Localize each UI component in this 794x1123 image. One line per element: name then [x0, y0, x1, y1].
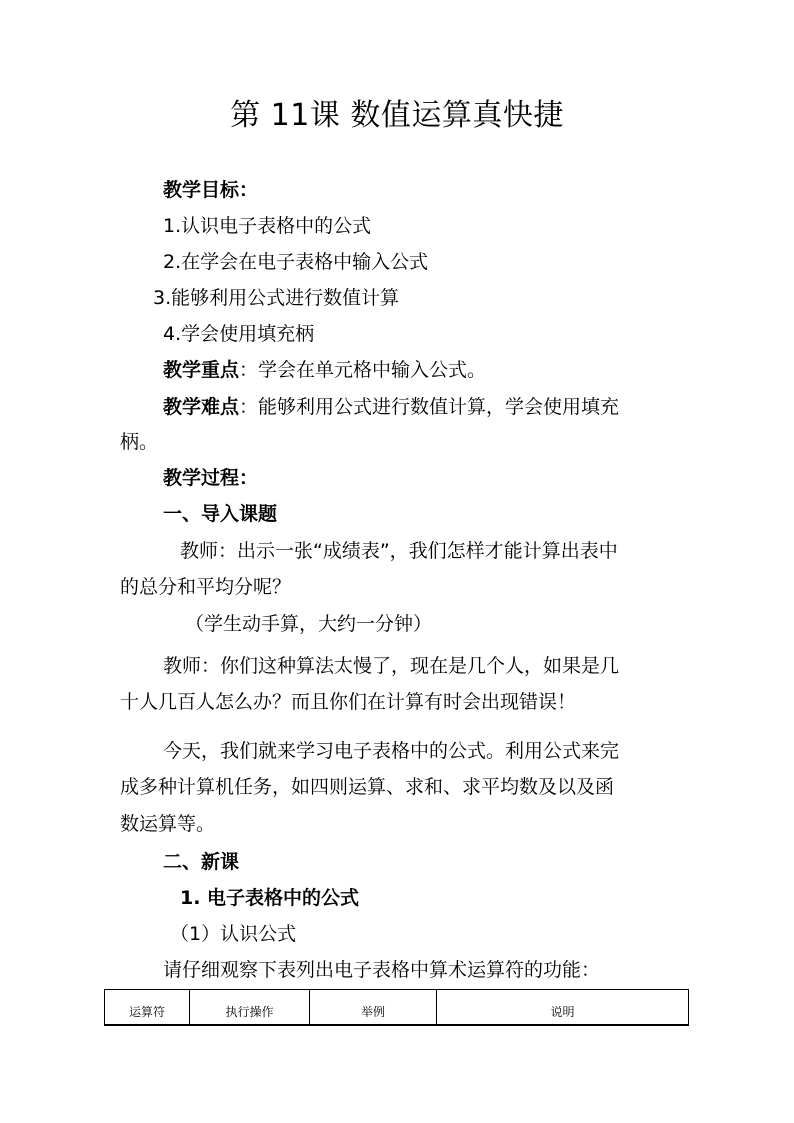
- paragraph: 教师：出示一张“成绩表”，我们怎样才能计算出表中: [180, 540, 618, 562]
- objective-item: 4.学会使用填充柄: [163, 323, 315, 345]
- subsection1-heading: 1. 电子表格中的公式: [180, 887, 360, 909]
- key-point-text: ：学会在单元格中输入公式。: [239, 359, 487, 381]
- objective-item: 3.能够利用公式进行数值计算: [153, 287, 400, 309]
- section2-heading: 二、新课: [163, 851, 240, 873]
- paragraph: 数运算等。: [120, 813, 216, 835]
- paragraph: 十人几百人怎么办？而且你们在计算有时会出现错误！: [120, 691, 577, 713]
- subsection-item: （1）认识公式: [170, 923, 297, 945]
- difficulty-label: 教学难点: [163, 396, 240, 418]
- table-header-cell: 运算符: [105, 990, 190, 1024]
- paragraph: 的总分和平均分呢？: [120, 576, 292, 598]
- difficulty-text: ：能够利用公式进行数值计算，学会使用填充: [239, 396, 620, 418]
- paragraph: 今天，我们就来学习电子表格中的公式。利用公式来完: [163, 740, 620, 762]
- section1-heading: 一、导入课题: [163, 503, 278, 525]
- table-header-cell: 举例: [310, 990, 437, 1024]
- table-header-cell: 说明: [550, 1005, 575, 1019]
- paragraph: 教师：你们这种算法太慢了，现在是几个人，如果是几: [163, 655, 620, 677]
- table-header-cell: 执行操作: [190, 990, 310, 1024]
- table-intro: 请仔细观察下表列出电子表格中算术运算符的功能：: [163, 959, 601, 981]
- paragraph: （学生动手算，大约一分钟）: [185, 613, 433, 635]
- process-heading: 教学过程：: [163, 467, 259, 489]
- objectives-heading: 教学目标：: [163, 179, 259, 201]
- key-point-label: 教学重点: [163, 359, 240, 381]
- objective-item: 1.认识电子表格中的公式: [163, 215, 372, 237]
- operator-table: [104, 989, 689, 1026]
- key-point: [163, 356, 486, 384]
- paragraph: 成多种计算机任务，如四则运算、求和、求平均数及以及函: [120, 776, 615, 798]
- objective-item: 2.在学会在电子表格中输入公式: [163, 251, 429, 273]
- difficulty-text-cont: 柄。: [120, 431, 159, 453]
- difficulty: [163, 393, 619, 421]
- lesson-title: 第 11课 数值运算真快捷: [230, 98, 564, 133]
